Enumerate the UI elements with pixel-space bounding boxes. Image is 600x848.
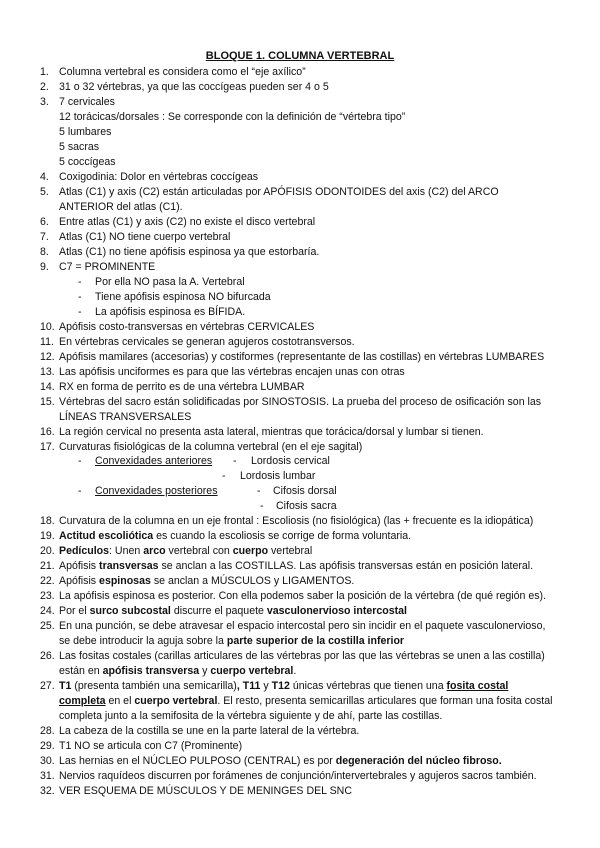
text-segment: 5 sacras	[59, 140, 100, 153]
text-segment: y	[260, 680, 272, 693]
text-segment: Las apófisis unciformes es para que las vértebras encajen unas con otras	[59, 365, 405, 378]
bullet-dash: -	[78, 485, 82, 498]
text-segment: Apófisis	[59, 575, 100, 588]
item-text-line	[59, 66, 306, 79]
item-number: 18.	[40, 515, 55, 528]
item-number: 29.	[40, 740, 55, 753]
item-number: 6.	[40, 215, 49, 228]
text-segment: Columna vertebral es considera como el “eje axílico”	[59, 66, 306, 78]
text-segment: La apófisis espinosa es posterior. Con ella podemos saber la posición de la vértebra (de qué región es).	[59, 590, 547, 603]
bullet-dash: -	[78, 305, 82, 318]
emphasis: Actitud escoliótica	[59, 530, 154, 543]
emphasis: apófisis transversa	[102, 665, 200, 678]
text-segment: Por el	[59, 605, 90, 618]
item-text-line	[59, 231, 230, 244]
item-text-line	[59, 530, 411, 543]
item-text-line	[59, 620, 545, 633]
item-text-line	[59, 665, 296, 678]
item-number: 24.	[40, 605, 55, 618]
curvature-group-label: Convexidades anteriores	[95, 455, 213, 468]
item-number: 22.	[40, 575, 55, 588]
bullet-dash: -	[222, 470, 226, 483]
text-segment: vertebral	[268, 545, 313, 558]
text-segment: Atlas (C1) no tiene apófisis espinosa ya que estorbaría.	[59, 245, 320, 258]
emphasis: cuerpo vertebral	[134, 695, 218, 708]
text-segment: únicas vértebras que tienen una	[289, 680, 447, 693]
item-text-line	[95, 276, 245, 289]
item-text-line	[59, 635, 404, 648]
text-segment: VER ESQUEMA DE MÚSCULOS Y DE MENINGES DEL SNC	[59, 785, 352, 798]
item-text-line	[59, 141, 99, 154]
text-segment: C7 = PROMINENTE	[59, 260, 156, 273]
text-segment: En vértebras cervicales se generan agujeros costotransversos.	[59, 335, 355, 348]
text-segment: La apófisis espinosa es BÍFIDA.	[95, 305, 246, 318]
item-text-line	[59, 156, 116, 169]
emphasis: Pedículos	[59, 545, 110, 558]
text-segment: es cuando la escoliosis se corrige de forma voluntaria.	[153, 530, 412, 543]
text-segment: : Unen	[109, 545, 144, 558]
item-number: 19.	[40, 530, 55, 543]
item-number: 27.	[40, 680, 55, 693]
bullet-dash: -	[257, 485, 261, 498]
curvature-type: Lordosis cervical	[251, 455, 330, 468]
item-text-line	[59, 441, 362, 454]
emphasis: cuerpo	[232, 545, 269, 558]
bullet-dash: -	[260, 500, 264, 513]
emphasis: T11	[242, 680, 261, 693]
item-number: 13.	[40, 365, 55, 378]
curvature-group-label: Convexidades posteriores	[95, 485, 218, 498]
item-number: 23.	[40, 590, 55, 603]
text-segment: 5 lumbares	[59, 125, 112, 138]
emphasis: cuerpo vertebral	[210, 665, 294, 678]
item-text-line	[59, 186, 499, 199]
emphasis: T1	[59, 680, 72, 693]
text-segment: Vértebras del sacro están solidificadas por SINOSTOSIS. La prueba del proceso de osificación son las	[59, 395, 542, 408]
item-text-line	[59, 605, 407, 618]
item-text-line	[59, 351, 544, 364]
item-number: 21.	[40, 560, 55, 573]
item-number: 25.	[40, 620, 55, 633]
item-text-line	[59, 366, 405, 379]
item-text-line	[59, 201, 183, 214]
text-segment: completa junto a la semifosita de la vértebra siguiente y de ahí, parte las costillas.	[59, 710, 443, 723]
emphasis-underlined: completa	[59, 695, 106, 708]
item-text-line	[59, 111, 405, 124]
item-text-line	[59, 755, 502, 768]
emphasis: surco subcostal	[89, 605, 171, 618]
item-text-line	[59, 81, 329, 94]
text-segment: están en	[59, 665, 103, 678]
item-number: 3.	[40, 95, 49, 108]
emphasis: parte superior de la costilla inferior	[226, 635, 405, 648]
emphasis: ,	[236, 680, 240, 693]
curvature-type: Cifosis dorsal	[273, 485, 337, 498]
item-number: 7.	[40, 230, 49, 243]
item-text-line	[95, 306, 245, 319]
text-segment: Apófisis	[59, 560, 100, 573]
bullet-dash: -	[78, 290, 82, 303]
item-text-line	[59, 396, 541, 409]
item-text-line	[59, 710, 442, 723]
text-segment: Atlas (C1) y axis (C2) están articuladas por APÓFISIS ODONTOIDES del axis (C2) del ARCO	[59, 185, 499, 198]
text-segment: Tiene apófisis espinosa NO bifurcada	[95, 290, 271, 303]
text-segment: en el	[105, 695, 135, 708]
text-segment: 7 cervicales	[59, 95, 115, 108]
item-number: 30.	[40, 755, 55, 768]
text-segment: Atlas (C1) NO tiene cuerpo vertebral	[59, 230, 231, 243]
bullet-dash: -	[78, 275, 82, 288]
item-text-line	[59, 261, 155, 274]
item-number: 15.	[40, 395, 55, 408]
item-text-line	[59, 560, 533, 573]
item-text-line	[59, 126, 111, 139]
item-number: 2.	[40, 80, 49, 93]
item-text-line	[59, 575, 354, 588]
item-text-line	[59, 740, 242, 753]
emphasis-underlined: fosita costal	[446, 680, 509, 693]
text-segment: . El resto, presenta semicarillas articulares que forman una fosita costal	[217, 695, 553, 708]
item-number: 26.	[40, 650, 55, 663]
item-number: 17.	[40, 440, 55, 453]
item-number: 11.	[40, 335, 54, 348]
text-segment: T1 NO se articula con C7 (Prominente)	[59, 740, 243, 753]
item-text-line	[59, 411, 191, 424]
item-text-line	[59, 545, 312, 558]
text-segment: (presenta también una semicarilla)	[71, 680, 237, 693]
item-text-line	[59, 695, 552, 708]
text-segment: LÍNEAS TRANSVERSALES	[59, 410, 192, 423]
emphasis: transversas	[99, 560, 159, 573]
text-segment: se debe introducir la aguja sobre la	[59, 635, 227, 648]
item-number: 31.	[40, 770, 55, 783]
text-segment: se anclan a MÚSCULOS y LIGAMENTOS.	[150, 575, 355, 588]
text-segment: Las hernias en el NÚCLEO PULPOSO (CENTRAL) es por	[59, 755, 336, 768]
text-segment: Las fositas costales (carillas articulares de las vértebras por las que las vértebras se unen a las costilla)	[59, 650, 545, 663]
text-segment: Apófisis costo-transversas en vértebras CERVICALES	[59, 320, 315, 333]
item-text-line	[59, 725, 359, 738]
item-text-line	[59, 96, 115, 109]
item-text-line	[59, 590, 546, 603]
item-text-line	[59, 426, 484, 439]
item-text-line	[59, 680, 508, 693]
text-segment: y	[199, 665, 211, 678]
item-number: 10.	[40, 320, 55, 333]
emphasis: vasculonervioso intercostal	[266, 605, 407, 618]
text-segment: Curvatura de la columna en un eje frontal : Escoliosis (no fisiológica) (las + frecuente es la idiopática)	[59, 515, 534, 528]
text-segment: 5 coccígeas	[59, 155, 116, 168]
item-number: 5.	[40, 185, 49, 198]
text-segment: 31 o 32 vértebras, ya que las coccígeas pueden ser 4 o 5	[59, 80, 329, 93]
text-segment: Por ella NO pasa la A. Vertebral	[95, 275, 245, 288]
item-text-line	[59, 246, 319, 259]
text-segment: La región cervical no presenta asta lateral, mientras que torácica/dorsal y lumbar si tienen.	[59, 425, 484, 438]
item-number: 14.	[40, 380, 55, 393]
item-text-line	[59, 785, 352, 798]
item-number: 20.	[40, 545, 55, 558]
item-text-line	[59, 321, 314, 334]
emphasis: espinosas	[99, 575, 151, 588]
item-number: 12.	[40, 350, 55, 363]
item-number: 16.	[40, 425, 55, 438]
item-number: 32.	[40, 785, 55, 798]
item-text-line	[59, 650, 545, 663]
text-segment: Entre atlas (C1) y axis (C2) no existe el disco vertebral	[59, 215, 316, 228]
text-segment: .	[293, 665, 297, 678]
item-number: 1.	[40, 66, 49, 78]
item-number: 4.	[40, 170, 49, 183]
text-segment: En una punción, se debe atravesar el espacio intercostal pero sin incidir en el paquete vasculonervioso,	[59, 620, 546, 633]
item-text-line	[59, 171, 258, 184]
emphasis: degeneración del núcleo fibroso.	[335, 755, 502, 768]
item-number: 9.	[40, 260, 49, 273]
text-segment: se anclan a las COSTILLAS. Las apófisis transversas están en posición lateral.	[158, 560, 534, 573]
text-segment: discurre el paquete	[170, 605, 267, 618]
text-segment: ANTERIOR del atlas (C1).	[59, 200, 183, 213]
item-text-line	[59, 770, 537, 783]
emphasis: T12	[271, 680, 290, 693]
bullet-dash: -	[78, 455, 82, 468]
text-segment: Curvaturas fisiológicas de la columna vertebral (en el eje sagital)	[59, 440, 363, 453]
item-text-line	[59, 381, 305, 394]
text-segment: La cabeza de la costilla se une en la parte lateral de la vértebra.	[59, 725, 360, 738]
document-title: BLOQUE 1. COLUMNA VERTEBRAL	[205, 50, 395, 62]
text-segment: Coxigodinia: Dolor en vértebras coccígeas	[59, 170, 259, 183]
item-text-line	[59, 336, 355, 349]
curvature-type: Cifosis sacra	[276, 500, 337, 513]
item-text-line	[59, 216, 315, 229]
curvature-type: Lordosis lumbar	[240, 470, 316, 483]
text-segment: vertebral con	[165, 545, 233, 558]
text-segment: 12 torácicas/dorsales : Se corresponde con la definición de “vértebra tipo”	[59, 110, 406, 123]
item-text-line	[59, 515, 533, 528]
emphasis: arco	[143, 545, 166, 558]
text-segment: RX en forma de perrito es de una vértebra LUMBAR	[59, 380, 305, 393]
text-segment: Nervios raquídeos discurren por forámenes de conjunción/intervertebrales y agujeros sacros también.	[59, 770, 537, 783]
text-segment: Apófisis mamilares (accesorias) y costiformes (representante de las costillas) en vértebras LUMBARES	[59, 350, 545, 363]
bullet-dash: -	[233, 455, 237, 468]
item-number: 28.	[40, 725, 55, 738]
item-text-line	[95, 291, 271, 304]
item-number: 8.	[40, 245, 49, 258]
